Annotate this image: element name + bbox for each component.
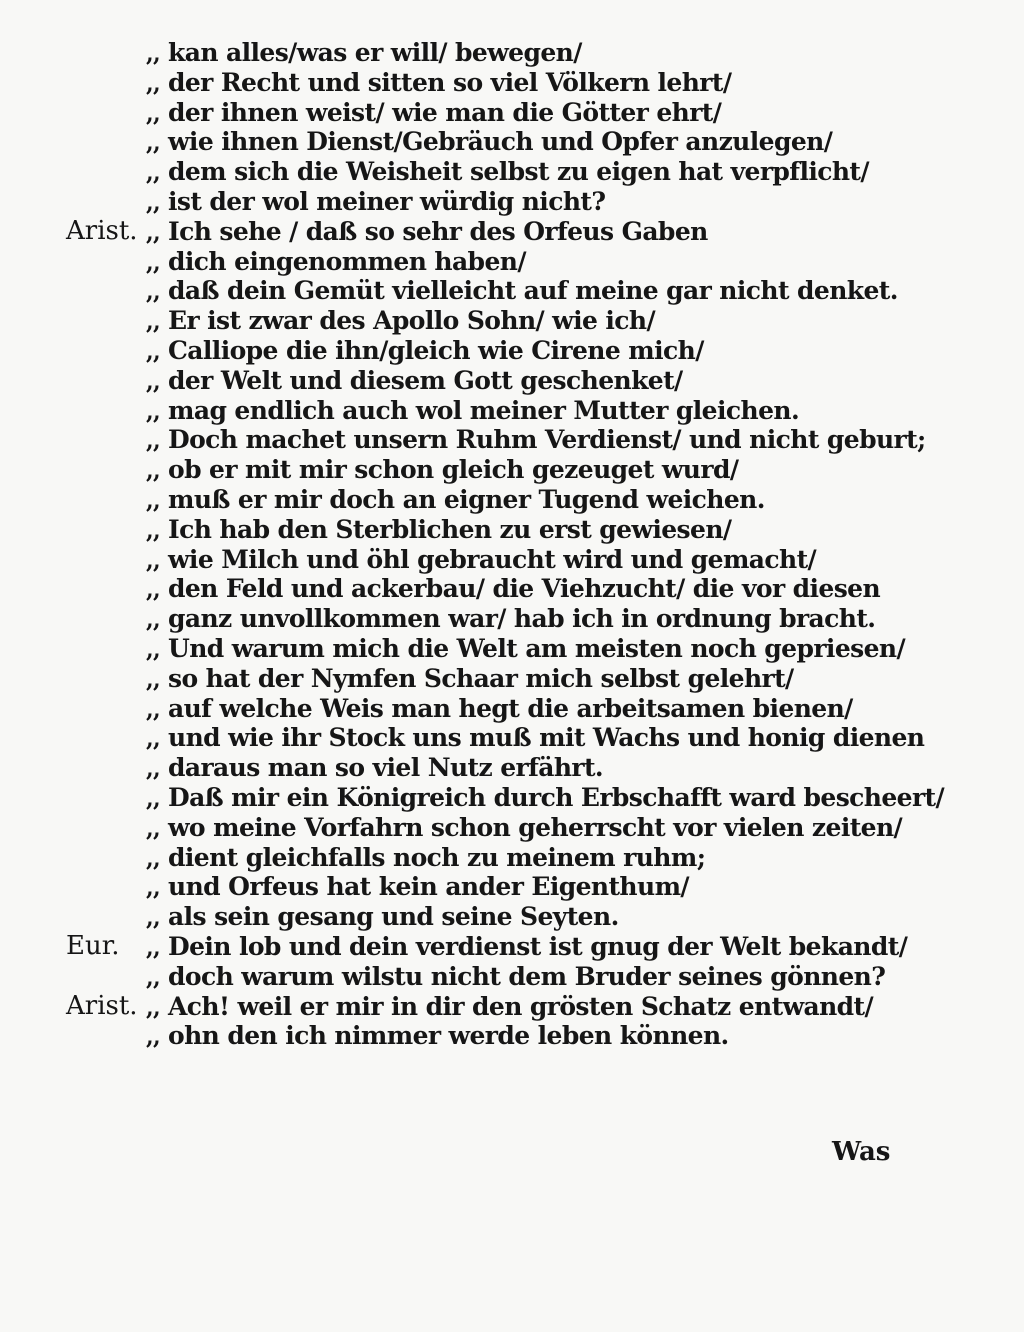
verse-line: [58, 306, 958, 336]
verse-text: kan alles/was er will/ bewegen/: [168, 38, 582, 67]
quote-mark: ,,: [146, 458, 161, 485]
verse-text: und wie ihr Stock uns muß mit Wachs und honig dienen: [168, 723, 925, 753]
quote-mark: ,,: [146, 41, 161, 67]
verse-line: [58, 723, 958, 753]
verse-text-block: [58, 38, 958, 1051]
verse-text: ob er mit mir schon gleich gezeuget wurd/: [168, 455, 739, 485]
verse-text: dich eingenommen haben/: [168, 246, 526, 276]
verse-text: ohn den ich nimmer werde leben können.: [168, 1021, 729, 1051]
verse-text: wo meine Vorfahrn schon geherrscht vor vielen zeiten/: [168, 812, 903, 842]
verse-line: [58, 962, 958, 992]
quote-mark: ,,: [146, 249, 161, 276]
verse-line: [58, 574, 958, 604]
verse-text: der Welt und diesem Gott geschenket/: [168, 365, 683, 395]
verse-line: [58, 604, 958, 634]
speaker-label: Eur.: [66, 930, 120, 961]
verse-line: [58, 127, 958, 157]
verse-text: wie Milch und öhl gebraucht wird und gemacht/: [168, 544, 817, 574]
verse-line: [58, 992, 958, 1022]
verse-text: doch warum wilstu nicht dem Bruder seines gönnen?: [168, 961, 886, 991]
verse-text: der Recht und sitten so viel Völkern lehrt/: [168, 67, 732, 97]
quote-mark: ,,: [146, 547, 161, 574]
verse-text: daß dein Gemüt vielleicht auf meine gar nicht denket.: [168, 276, 898, 306]
verse-line: [58, 217, 958, 247]
verse-line: [58, 515, 958, 545]
quote-mark: ,,: [146, 70, 161, 97]
quote-mark: ,,: [146, 577, 161, 604]
verse-text: Und warum mich die Welt am meisten noch gepriesen/: [168, 633, 906, 663]
catchword: Was: [832, 1137, 891, 1167]
verse-text: und Orfeus hat kein ander Eigenthum/: [168, 872, 689, 902]
verse-line: [58, 545, 958, 575]
quote-mark: ,,: [146, 607, 161, 634]
quote-mark: ,,: [146, 934, 161, 961]
verse-line: [58, 98, 958, 128]
verse-line: [58, 485, 958, 515]
verse-text: Daß mir ein Königreich durch Erbschafft ward bescheert/: [168, 782, 945, 812]
verse-line: [58, 872, 958, 902]
quote-mark: ,,: [146, 845, 161, 872]
verse-text: Ich hab den Sterblichen zu erst gewiesen/: [168, 514, 732, 544]
verse-line: [58, 634, 958, 664]
verse-text: Doch machet unsern Ruhm Verdienst/ und nicht geburt;: [168, 425, 926, 455]
verse-text: der ihnen weist/ wie man die Götter ehrt/: [168, 97, 722, 127]
verse-line: [58, 425, 958, 455]
verse-text: mag endlich auch wol meiner Mutter gleichen.: [168, 395, 800, 425]
quote-mark: ,,: [146, 130, 161, 157]
quote-mark: ,,: [146, 517, 161, 544]
verse-text: Dein lob und dein verdienst ist gnug der Welt bekandt/: [168, 931, 908, 961]
verse-line: [58, 68, 958, 98]
verse-text: daraus man so viel Nutz erfährt.: [168, 753, 604, 783]
verse-line: [58, 276, 958, 306]
verse-line: [58, 455, 958, 485]
verse-text: als sein gesang und seine Seyten.: [168, 902, 619, 932]
quote-mark: ,,: [146, 875, 161, 902]
quote-mark: ,,: [146, 785, 161, 812]
verse-text: ist der wol meiner würdig nicht?: [168, 186, 606, 216]
verse-text: wie ihnen Dienst/Gebräuch und Opfer anzulegen/: [168, 127, 833, 157]
quote-mark: ,,: [146, 756, 161, 783]
verse-line: [58, 753, 958, 783]
verse-text: den Feld und ackerbau/ die Viehzucht/ die vor diesen: [168, 574, 881, 604]
verse-line: [58, 396, 958, 426]
quote-mark: ,,: [146, 1024, 161, 1051]
verse-line: [58, 187, 958, 217]
verse-text: muß er mir doch an eigner Tugend weichen.: [168, 484, 765, 514]
quote-mark: ,,: [146, 636, 161, 663]
verse-line: [58, 247, 958, 277]
quote-mark: ,,: [146, 964, 161, 991]
quote-mark: ,,: [146, 815, 161, 842]
verse-line: [58, 902, 958, 932]
verse-text: so hat der Nymfen Schaar mich selbst gelehrt/: [168, 663, 794, 693]
verse-line: [58, 813, 958, 843]
verse-line: [58, 38, 958, 68]
quote-mark: ,,: [146, 726, 161, 753]
verse-line: [58, 843, 958, 873]
verse-text: ganz unvollkommen war/ hab ich in ordnung bracht.: [168, 604, 876, 634]
quote-mark: ,,: [146, 160, 161, 187]
verse-line: [58, 366, 958, 396]
verse-line: [58, 336, 958, 366]
quote-mark: ,,: [146, 398, 161, 425]
verse-text: Calliope die ihn/gleich wie Cirene mich/: [168, 335, 704, 365]
speaker-label: Arist.: [66, 990, 138, 1021]
quote-mark: ,,: [146, 100, 161, 127]
verse-line: [58, 157, 958, 187]
verse-text: Ich sehe / daß so sehr des Orfeus Gaben: [168, 216, 708, 246]
quote-mark: ,,: [146, 666, 161, 693]
verse-text: auf welche Weis man hegt die arbeitsamen bienen/: [168, 693, 853, 723]
verse-text: Er ist zwar des Apollo Sohn/ wie ich/: [168, 306, 656, 336]
quote-mark: ,,: [146, 189, 161, 216]
quote-mark: ,,: [146, 428, 161, 455]
quote-mark: ,,: [146, 994, 161, 1021]
quote-mark: ,,: [146, 487, 161, 514]
quote-mark: ,,: [146, 905, 161, 932]
verse-line: [58, 694, 958, 724]
quote-mark: ,,: [146, 368, 161, 395]
quote-mark: ,,: [146, 309, 161, 336]
quote-mark: ,,: [146, 338, 161, 365]
verse-line: [58, 1021, 958, 1051]
verse-text: dient gleichfalls noch zu meinem ruhm;: [168, 842, 706, 872]
verse-line: [58, 932, 958, 962]
quote-mark: ,,: [146, 696, 161, 723]
speaker-label: Arist.: [66, 215, 138, 246]
quote-mark: ,,: [146, 219, 161, 246]
verse-line: [58, 664, 958, 694]
verse-text: Ach! weil er mir in dir den grösten Schatz entwandt/: [168, 991, 874, 1021]
verse-line: [58, 783, 958, 813]
verse-text: dem sich die Weisheit selbst zu eigen hat verpflicht/: [168, 157, 869, 187]
quote-mark: ,,: [146, 279, 161, 306]
